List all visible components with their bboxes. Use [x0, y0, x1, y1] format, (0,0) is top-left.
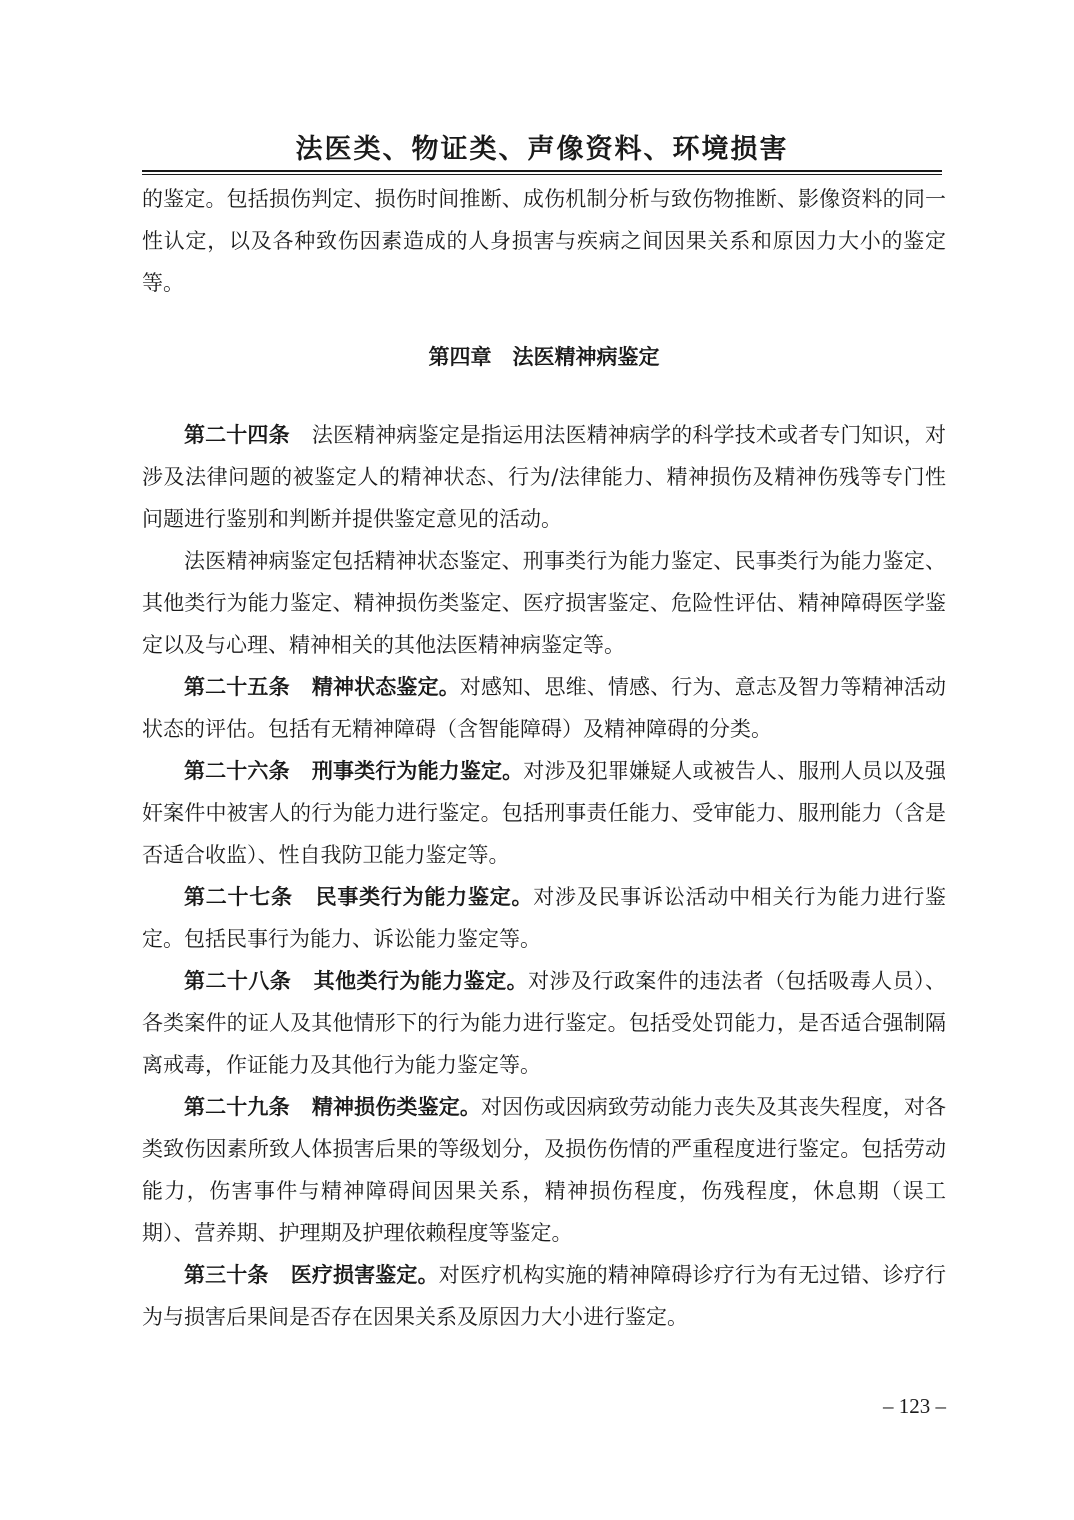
- article-text: 对医疗机构实施的精神障碍诊疗行为有无过错、诊疗行为与损害后果间是否存在因果关系及原因力大小进行鉴定。: [142, 1263, 947, 1329]
- article-number: 第二十五条: [184, 674, 290, 699]
- article-number: 第二十六条: [184, 758, 290, 783]
- article-25: [142, 666, 946, 750]
- article-text: 对感知、思维、情感、行为、意志及智力等精神活动状态的评估。包括有无精神障碍（含智能障碍）及精神障碍的分类。: [142, 675, 947, 741]
- page-body: [142, 178, 946, 1338]
- article-heading: 其他类行为能力鉴定。: [313, 968, 529, 993]
- article-28: [142, 960, 946, 1086]
- intro-paragraph: 的鉴定。包括损伤判定、损伤时间推断、成伤机制分析与致伤物推断、影像资料的同一性认定，以及各种致伤因素造成的人身损害与疾病之间因果关系和原因力大小的鉴定等。: [142, 187, 946, 295]
- article-heading: 精神损伤类鉴定。: [311, 1094, 482, 1119]
- running-header-title: 法医类、物证类、声像资料、环境损害: [295, 134, 789, 165]
- article-26: [142, 750, 946, 876]
- article-number: 第二十九条: [184, 1094, 290, 1119]
- article-text: 对涉及犯罪嫌疑人或被告人、服刑人员以及强奸案件中被害人的行为能力进行鉴定。包括刑事责任能力、受审能力、服刑能力（含是否适合收监）、性自我防卫能力鉴定等。: [142, 759, 947, 867]
- article-heading: 精神状态鉴定。: [311, 674, 460, 699]
- article-24: [142, 414, 946, 540]
- article-number: 第二十八条: [184, 968, 292, 993]
- article-text: 法医精神病鉴定是指运用法医精神病学的科学技术或者专门知识，对涉及法律问题的被鉴定人的精神状态、行为/法律能力、精神损伤及精神伤残等专门性问题进行鉴别和判断并提供鉴定意见的活动。: [142, 423, 947, 531]
- article-27: [142, 876, 946, 960]
- article-number: 第二十七条: [184, 884, 293, 909]
- header-rule-thick: [142, 170, 942, 172]
- article-number: 第二十四条: [184, 422, 290, 447]
- page-number: – 123 –: [883, 1394, 946, 1418]
- article-29: [142, 1086, 946, 1254]
- article-heading: 民事类行为能力鉴定。: [314, 884, 534, 909]
- article-text: 对因伤或因病致劳动能力丧失及其丧失程度，对各类致伤因素所致人体损害后果的等级划分，及损伤伤情的严重程度进行鉴定。包括劳动能力，伤害事件与精神障碍间因果关系，精神损伤程度，伤残程度，休息期（误工期）、营养期、护理期及护理依赖程度等鉴定。: [142, 1095, 947, 1245]
- article-heading: 医疗损害鉴定。: [290, 1262, 439, 1287]
- article-24-paragraph-2: [142, 540, 946, 666]
- article-text: 对涉及民事诉讼活动中相关行为能力进行鉴定。包括民事行为能力、诉讼能力鉴定等。: [142, 885, 947, 951]
- header-rule-thin: [142, 174, 942, 175]
- article-heading: 刑事类行为能力鉴定。: [311, 758, 524, 783]
- chapter-title: 第四章 法医精神病鉴定: [428, 344, 660, 369]
- article-text: 对涉及行政案件的违法者（包括吸毒人员）、各类案件的证人及其他情形下的行为能力进行鉴定。包括受处罚能力，是否适合强制隔离戒毒，作证能力及其他行为能力鉴定等。: [142, 969, 947, 1077]
- article-text: 法医精神病鉴定包括精神状态鉴定、刑事类行为能力鉴定、民事类行为能力鉴定、其他类行为能力鉴定、精神损伤类鉴定、医疗损害鉴定、危险性评估、精神障碍医学鉴定以及与心理、精神相关的其他法医精神病鉴定等。: [142, 549, 946, 657]
- article-30: [142, 1254, 946, 1338]
- article-number: 第三十条: [184, 1262, 269, 1287]
